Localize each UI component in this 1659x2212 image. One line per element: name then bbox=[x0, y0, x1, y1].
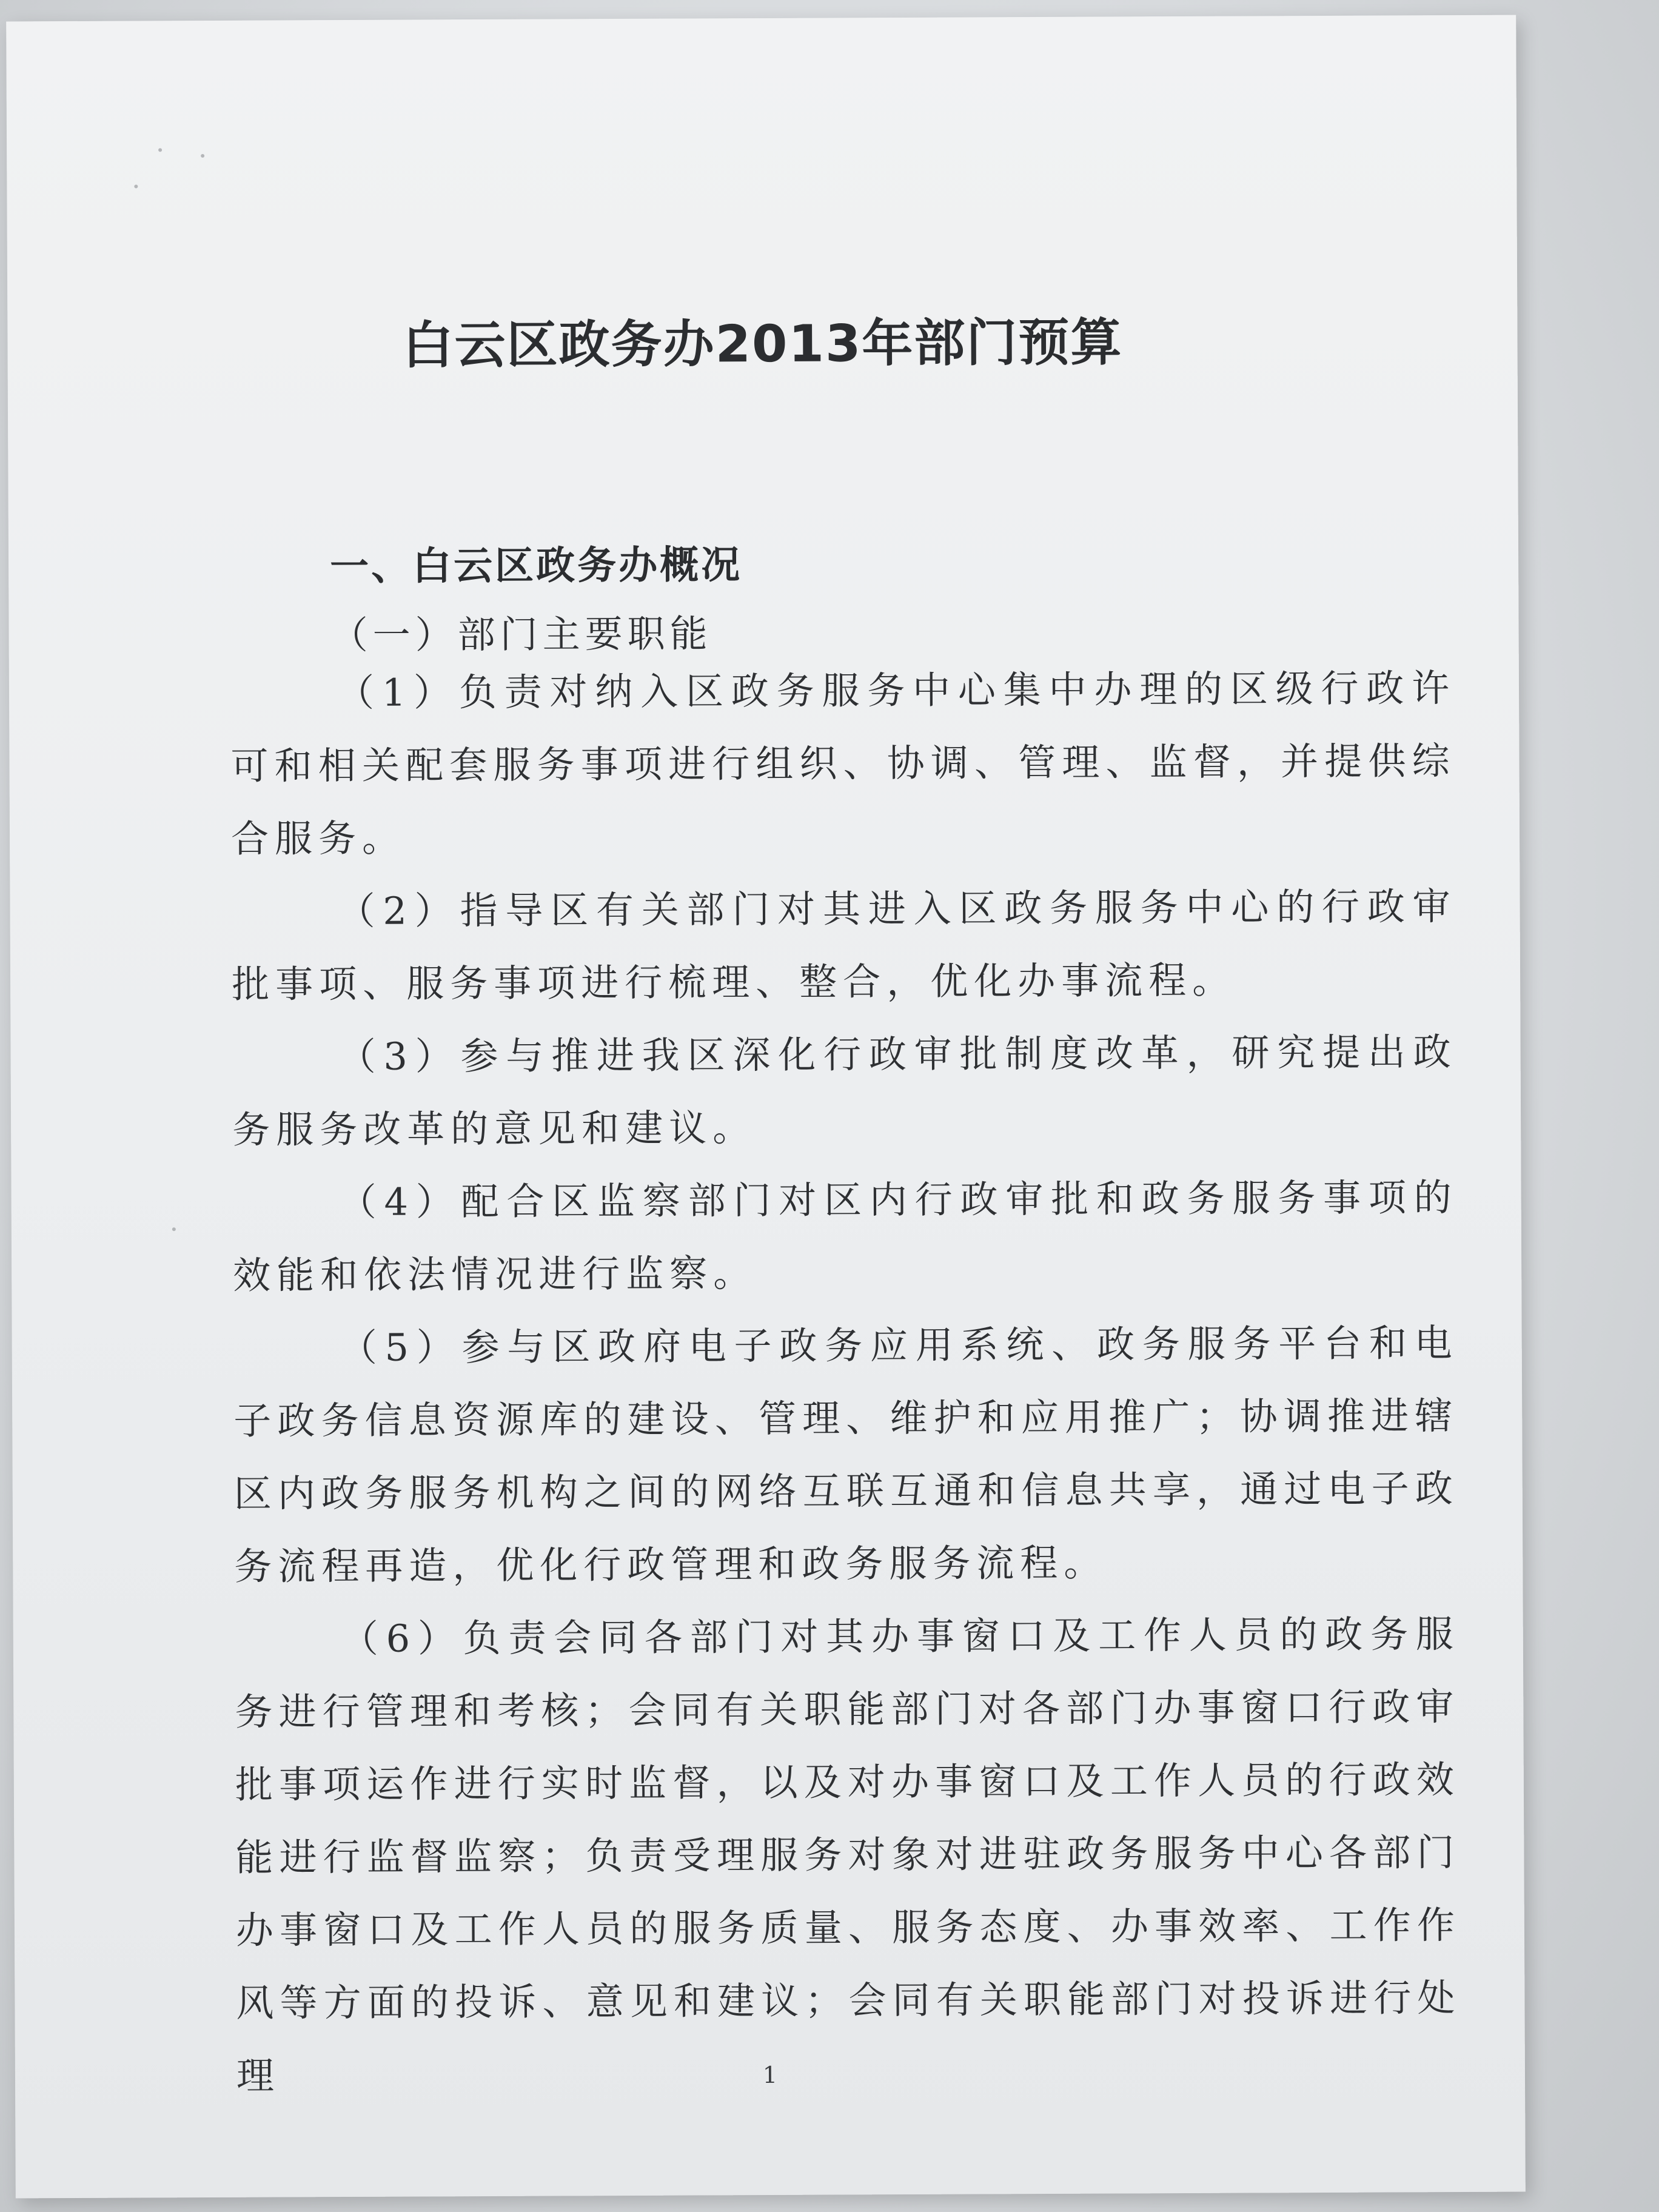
paper-speck bbox=[201, 154, 204, 158]
paragraph-1: （1）负责对纳入区政务服务中心集中办理的区级行政许可和相关配套服务事项进行组织、协调、管理、监督，并提供综合服务。 bbox=[230, 666, 1456, 861]
subsection-heading: （一）部门主要职能 bbox=[330, 611, 712, 658]
paragraph-4: （4）配合区监察部门对区内行政审批和政务服务事项的效能和依法情况进行监察。 bbox=[233, 1175, 1458, 1298]
paragraph-5: （5）参与区政府电子政务应用系统、政务服务平台和电子政务信息资源库的建设、管理、维护和应用推广；协调推进辖区内政务服务机构之间的网络互联互通和信息共享，通过电子政务流程再造，优化行政管理和政务服务流程。 bbox=[233, 1321, 1459, 1589]
page-number: 1 bbox=[762, 2061, 778, 2089]
paragraph-2: （2）指导区有关部门对其进入区政务服务中心的行政审批事项、服务事项进行梳理、整合，优化办事流程。 bbox=[231, 884, 1456, 1007]
paragraph-3: （3）参与推进我区深化行政审批制度改革，研究提出政务服务改革的意见和建议。 bbox=[232, 1030, 1457, 1152]
document-title: 白云区政务办2013年部门预算 bbox=[402, 312, 1123, 375]
section-heading: 一、白云区政务办概况 bbox=[329, 543, 743, 590]
paper-speck bbox=[172, 1227, 176, 1231]
document-body bbox=[230, 652, 1461, 2113]
paragraph-6: （6）负责会同各部门对其办事窗口及工作人员的政务服务进行管理和考核；会同有关职能部门对各部门办事窗口行政审批事项运作进行实时监督，以及对办事窗口及工作人员的行政效能进行监督监察；负责受理服务对象对进驻政务服务中心各部门办事窗口及工作人员的服务质量、服务态度、办事效率、工作作风等方面的投诉、意见和建议；会同有关职能部门对投诉进行处理 bbox=[235, 1612, 1461, 2098]
document-page bbox=[6, 15, 1526, 2199]
paper-speck bbox=[134, 185, 138, 189]
paper-speck bbox=[158, 148, 162, 152]
